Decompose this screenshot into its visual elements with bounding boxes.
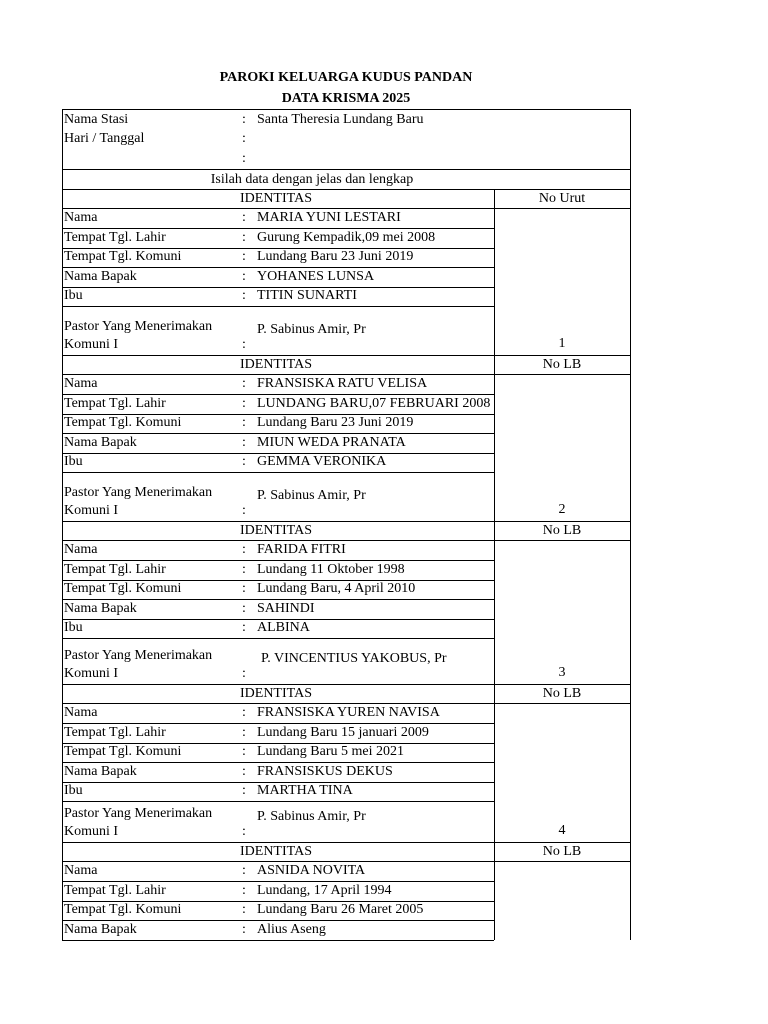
- left-border: [62, 704, 63, 802]
- pastor-label-line1: Pastor Yang Menerimakan: [64, 806, 213, 821]
- middle-border: [494, 862, 495, 940]
- middle-border: [494, 541, 495, 639]
- date-colon-extra: :: [242, 151, 246, 166]
- field-label-birth-place-date: Tempat Tgl. Lahir: [64, 395, 166, 411]
- record-number: 4: [558, 823, 566, 838]
- station-colon: :: [242, 112, 246, 127]
- field-colon-birth-place-date: :: [242, 395, 246, 411]
- number-header: No LB: [542, 686, 582, 701]
- field-value-communion-place-date: Lundang Baru 23 Juni 2019: [257, 415, 414, 430]
- instruction-text: Isilah data dengan jelas dan lengkap: [210, 172, 414, 187]
- station-label: Nama Stasi: [64, 112, 129, 127]
- pastor-colon: :: [242, 824, 246, 839]
- field-colon-communion-place-date: :: [242, 415, 246, 430]
- field-value-birth-place-date: Lundang 11 Oktober 1998: [257, 561, 405, 577]
- field-value-name: FARIDA FITRI: [257, 542, 346, 557]
- right-border: [630, 209, 631, 355]
- field-value-mother-name: MARTHA TINA: [257, 783, 353, 798]
- field-value-birth-place-date: LUNDANG BARU,07 FEBRUARI 2008: [257, 395, 491, 411]
- field-label-birth-place-date: Tempat Tgl. Lahir: [64, 561, 166, 577]
- row-divider: [62, 306, 494, 307]
- right-border: [630, 375, 631, 521]
- field-colon-father-name: :: [242, 763, 246, 779]
- station-value: Santa Theresia Lundang Baru: [257, 112, 424, 127]
- field-colon-father-name: :: [242, 921, 246, 937]
- pastor-colon: :: [242, 337, 246, 352]
- field-label-father-name: Nama Bapak: [64, 434, 137, 450]
- field-colon-name: :: [242, 376, 246, 391]
- identity-header: IDENTITAS: [240, 844, 312, 859]
- pastor-value: P. VINCENTIUS YAKOBUS, Pr: [261, 651, 447, 666]
- field-value-name: FRANSISKA YUREN NAVISA: [257, 705, 440, 720]
- pastor-label-line2: Komuni I: [64, 666, 119, 681]
- field-label-mother-name: Ibu: [64, 783, 83, 798]
- left-border: [62, 307, 63, 356]
- row-divider: [62, 472, 494, 473]
- pastor-value: P. Sabinus Amir, Pr: [257, 809, 366, 824]
- field-value-father-name: FRANSISKUS DEKUS: [257, 763, 393, 779]
- field-colon-mother-name: :: [242, 620, 246, 635]
- field-label-father-name: Nama Bapak: [64, 763, 137, 779]
- field-label-mother-name: Ibu: [64, 288, 83, 303]
- field-label-communion-place-date: Tempat Tgl. Komuni: [64, 744, 182, 759]
- pastor-label-line1: Pastor Yang Menerimakan: [64, 485, 213, 500]
- left-border: [62, 862, 63, 940]
- number-header: No Urut: [538, 191, 586, 206]
- info-divider: [62, 169, 631, 170]
- field-colon-father-name: :: [242, 268, 246, 284]
- field-label-father-name: Nama Bapak: [64, 600, 137, 616]
- field-label-name: Nama: [64, 210, 98, 225]
- field-colon-communion-place-date: :: [242, 249, 246, 264]
- field-colon-birth-place-date: :: [242, 724, 246, 740]
- pastor-label-line2: Komuni I: [64, 824, 119, 839]
- row-divider: [62, 801, 494, 802]
- field-value-communion-place-date: Lundang Baru 5 mei 2021: [257, 744, 404, 759]
- right-border: [630, 862, 631, 940]
- left-border: [62, 802, 63, 843]
- field-value-communion-place-date: Lundang Baru 26 Maret 2005: [257, 902, 424, 917]
- left-border: [62, 209, 63, 307]
- pastor-value: P. Sabinus Amir, Pr: [257, 488, 366, 503]
- parish-name: PAROKI KELUARGA KUDUS PANDAN: [219, 70, 473, 85]
- field-colon-birth-place-date: :: [242, 229, 246, 245]
- field-value-mother-name: ALBINA: [257, 620, 310, 635]
- identity-header: IDENTITAS: [240, 191, 312, 206]
- field-label-birth-place-date: Tempat Tgl. Lahir: [64, 882, 166, 898]
- right-border: [630, 704, 631, 842]
- field-colon-name: :: [242, 210, 246, 225]
- record-number: 1: [558, 336, 566, 351]
- middle-border: [494, 209, 495, 307]
- row-divider: [62, 638, 494, 639]
- field-value-name: MARIA YUNI LESTARI: [257, 210, 401, 225]
- field-colon-birth-place-date: :: [242, 882, 246, 898]
- field-colon-father-name: :: [242, 600, 246, 616]
- pastor-colon: :: [242, 503, 246, 518]
- left-border: [62, 639, 63, 685]
- field-label-birth-place-date: Tempat Tgl. Lahir: [64, 229, 166, 245]
- field-label-name: Nama: [64, 542, 98, 557]
- field-colon-birth-place-date: :: [242, 561, 246, 577]
- field-value-mother-name: TITIN SUNARTI: [257, 288, 357, 303]
- field-colon-name: :: [242, 705, 246, 720]
- field-value-father-name: YOHANES LUNSA: [257, 268, 375, 284]
- middle-border: [494, 375, 495, 473]
- field-colon-communion-place-date: :: [242, 744, 246, 759]
- field-value-father-name: SAHINDI: [257, 600, 315, 616]
- field-value-birth-place-date: Lundang Baru 15 januari 2009: [257, 724, 429, 740]
- record-number: 2: [558, 502, 566, 517]
- pastor-label-line1: Pastor Yang Menerimakan: [64, 648, 213, 663]
- record-number: 3: [558, 665, 566, 680]
- field-label-communion-place-date: Tempat Tgl. Komuni: [64, 415, 182, 430]
- field-colon-name: :: [242, 863, 246, 878]
- field-label-birth-place-date: Tempat Tgl. Lahir: [64, 724, 166, 740]
- field-label-communion-place-date: Tempat Tgl. Komuni: [64, 581, 182, 596]
- field-value-communion-place-date: Lundang Baru 23 Juni 2019: [257, 249, 414, 264]
- date-label: Hari / Tanggal: [64, 131, 145, 146]
- field-label-name: Nama: [64, 376, 98, 391]
- field-value-name: FRANSISKA RATU VELISA: [257, 376, 428, 391]
- field-colon-name: :: [242, 542, 246, 557]
- number-header: No LB: [542, 523, 582, 538]
- field-label-father-name: Nama Bapak: [64, 268, 137, 284]
- date-colon: :: [242, 131, 246, 146]
- pastor-label-line2: Komuni I: [64, 503, 119, 518]
- identity-header: IDENTITAS: [240, 523, 312, 538]
- field-colon-mother-name: :: [242, 783, 246, 798]
- field-label-mother-name: Ibu: [64, 620, 83, 635]
- field-label-name: Nama: [64, 705, 98, 720]
- left-border: [62, 375, 63, 473]
- pastor-label-line2: Komuni I: [64, 337, 119, 352]
- field-colon-communion-place-date: :: [242, 902, 246, 917]
- field-colon-mother-name: :: [242, 288, 246, 303]
- number-header: No LB: [542, 844, 582, 859]
- field-value-father-name: Alius Aseng: [257, 921, 326, 937]
- identity-header: IDENTITAS: [240, 357, 312, 372]
- left-border: [62, 541, 63, 639]
- left-border: [62, 473, 63, 522]
- field-value-father-name: MIUN WEDA PRANATA: [257, 434, 406, 450]
- field-label-mother-name: Ibu: [64, 454, 83, 469]
- right-border: [630, 541, 631, 684]
- number-header: No LB: [542, 357, 582, 372]
- field-label-father-name: Nama Bapak: [64, 921, 137, 937]
- pastor-label-line1: Pastor Yang Menerimakan: [64, 319, 213, 334]
- field-colon-father-name: :: [242, 434, 246, 450]
- field-label-name: Nama: [64, 863, 98, 878]
- pastor-value: P. Sabinus Amir, Pr: [257, 322, 366, 337]
- page-title: DATA KRISMA 2025: [281, 91, 411, 106]
- field-colon-communion-place-date: :: [242, 581, 246, 596]
- field-value-name: ASNIDA NOVITA: [257, 863, 366, 878]
- field-value-birth-place-date: Gurung Kempadik,09 mei 2008: [257, 229, 436, 245]
- row-divider: [62, 940, 494, 941]
- field-colon-mother-name: :: [242, 454, 246, 469]
- field-value-birth-place-date: Lundang, 17 April 1994: [257, 882, 392, 898]
- pastor-colon: :: [242, 666, 246, 681]
- field-label-communion-place-date: Tempat Tgl. Komuni: [64, 249, 182, 264]
- middle-border: [494, 704, 495, 802]
- field-label-communion-place-date: Tempat Tgl. Komuni: [64, 902, 182, 917]
- identity-header: IDENTITAS: [240, 686, 312, 701]
- field-value-mother-name: GEMMA VERONIKA: [257, 454, 387, 469]
- field-value-communion-place-date: Lundang Baru, 4 April 2010: [257, 581, 416, 596]
